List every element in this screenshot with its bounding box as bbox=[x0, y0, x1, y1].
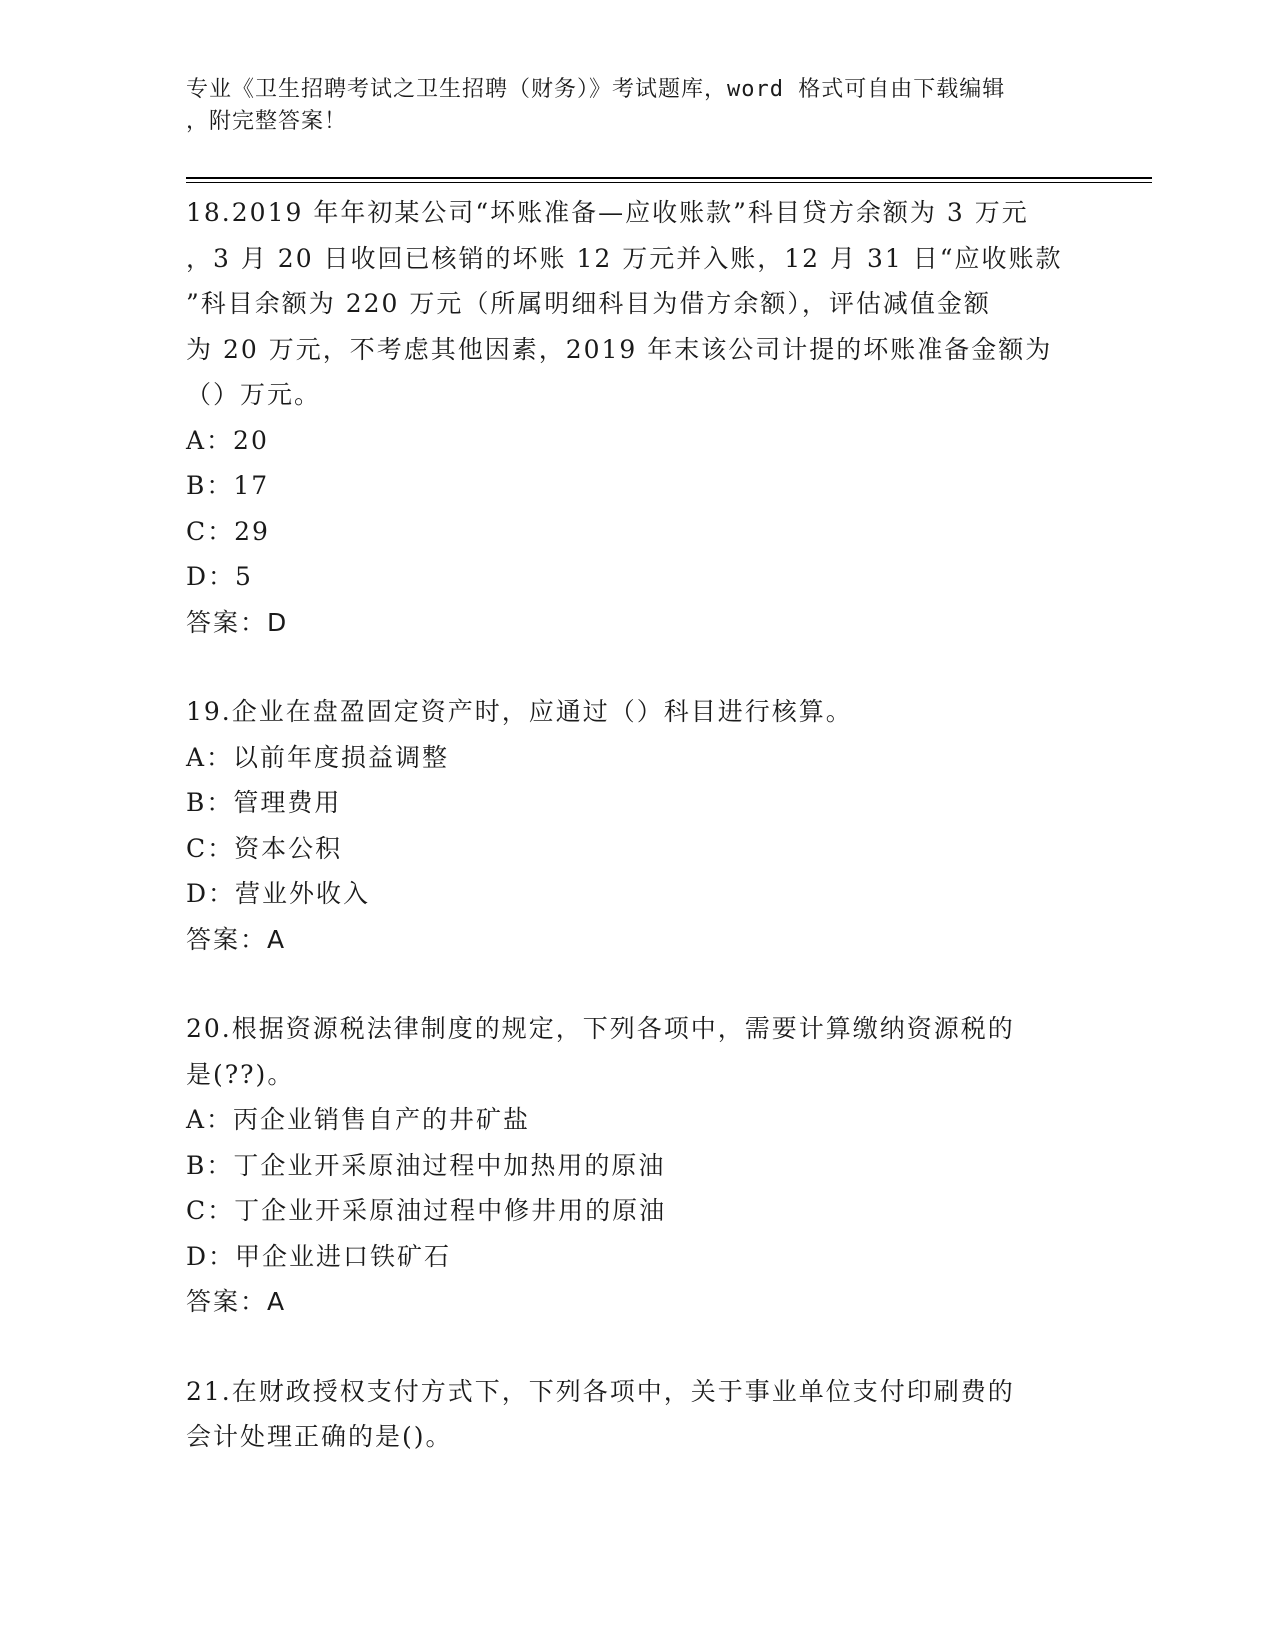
question-stem-line: ，3 月 20 日收回已核销的坏账 12 万元并入账，12 月 31 日“应收账款 bbox=[186, 243, 1063, 273]
answer-label: 答案：A bbox=[186, 1287, 287, 1316]
option-c: C：29 bbox=[186, 516, 270, 546]
option-d: D：5 bbox=[186, 562, 253, 591]
answer-label: 答案：D bbox=[186, 607, 289, 637]
question-20 bbox=[186, 1006, 1086, 1325]
question-stem-line: 20.根据资源税法律制度的规定，下列各项中，需要计算缴纳资源税的 bbox=[186, 1014, 1015, 1043]
header-divider-thick bbox=[186, 177, 1152, 179]
question-stem-line: 为 20 万元，不考虑其他因素，2019 年末该公司计提的坏账准备金额为 bbox=[186, 334, 1053, 364]
question-stem-line: 18.2019 年年初某公司“坏账准备—应收账款”科目贷方余额为 3 万元 bbox=[186, 198, 1029, 227]
question-18 bbox=[186, 190, 1086, 645]
question-list bbox=[186, 190, 1086, 1460]
question-stem-line: 会计处理正确的是()。 bbox=[186, 1422, 453, 1451]
question-spacer bbox=[186, 962, 1086, 1006]
answer-label: 答案：A bbox=[186, 924, 287, 954]
question-spacer bbox=[186, 1325, 1086, 1369]
option-b: B：丁企业开采原油过程中加热用的原油 bbox=[186, 1150, 666, 1180]
header-line-1: 专业《卫生招聘考试之卫生招聘（财务）》考试题库，word 格式可自由下载编辑 bbox=[186, 77, 1006, 102]
option-b: B：管理费用 bbox=[186, 788, 342, 817]
question-stem-line: ”科目余额为 220 万元（所属明细科目为借方余额），评估减值金额 bbox=[186, 289, 991, 318]
question-19 bbox=[186, 689, 1086, 962]
document-header bbox=[186, 74, 1066, 138]
option-c: C：资本公积 bbox=[186, 833, 343, 863]
option-a: A：20 bbox=[186, 425, 269, 455]
option-d: D：营业外收入 bbox=[186, 879, 371, 908]
question-stem-line: 19.企业在盘盈固定资产时，应通过（）科目进行核算。 bbox=[186, 697, 853, 726]
question-stem-line: （）万元。 bbox=[186, 380, 322, 409]
option-a: A：以前年度损益调整 bbox=[186, 742, 450, 772]
header-line-2: ，附完整答案！ bbox=[186, 109, 348, 134]
question-stem-line: 是(??)。 bbox=[186, 1059, 295, 1089]
question-stem-line: 21.在财政授权支付方式下，下列各项中，关于事业单位支付印刷费的 bbox=[186, 1376, 1015, 1406]
header-divider-thin bbox=[186, 182, 1152, 183]
option-c: C：丁企业开采原油过程中修井用的原油 bbox=[186, 1196, 667, 1225]
question-spacer bbox=[186, 645, 1086, 689]
question-21 bbox=[186, 1369, 1086, 1460]
option-b: B：17 bbox=[186, 471, 270, 500]
option-a: A：丙企业销售自产的井矿盐 bbox=[186, 1105, 531, 1134]
option-d: D：甲企业进口铁矿石 bbox=[186, 1241, 452, 1271]
